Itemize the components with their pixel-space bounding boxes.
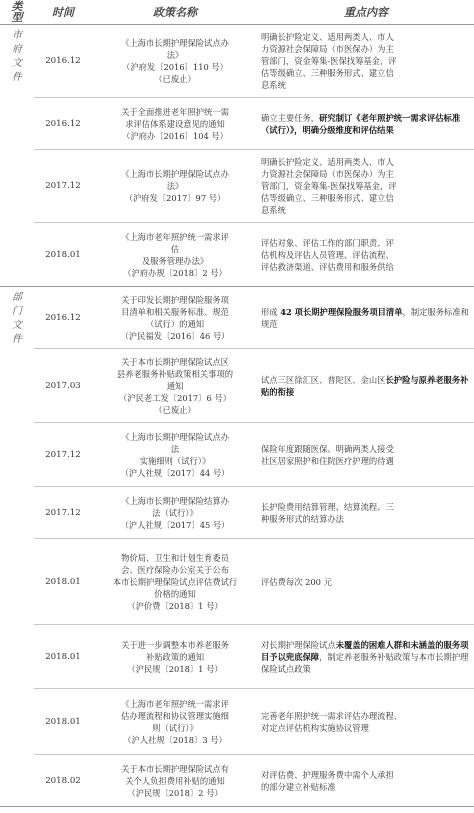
content-line: 息系统 [261, 205, 286, 215]
header-type-line1: 类 [11, 0, 23, 13]
row-time: 2018.01 [34, 625, 92, 689]
table-row [0, 25, 474, 98]
row-content [258, 487, 474, 539]
name-line: 估 [170, 243, 180, 254]
header-type-line2: 型 [11, 11, 23, 24]
row-time: 2017.12 [34, 150, 92, 223]
content-emphasis: 42 项长期护理保险服务项目清单 [280, 306, 403, 317]
category-dept [0, 287, 34, 807]
row-content [258, 223, 474, 287]
row-policy-name [92, 223, 258, 287]
content-line: 估机构及评估人员管理、评估流程、 [261, 249, 394, 260]
name-line: 法 [170, 443, 180, 454]
name-line: （沪府发〔2016〕110 号） [122, 62, 228, 72]
content-line: 对评估费、护理服务费中需个人承担 [261, 769, 394, 780]
row-time: 2018.01 [34, 223, 92, 287]
row-content [258, 98, 474, 150]
header-time: 时间 [34, 0, 92, 25]
name-line: 《上海市老年照护统一需求评 [121, 231, 229, 242]
row-content [258, 625, 474, 689]
content-line: 估等级确立、三种服务形式、建立信 [261, 193, 394, 203]
row-content [258, 287, 474, 349]
name-line: 及服务管理办法》 [141, 255, 209, 266]
name-line: （沪民规〔2018〕2 号） [127, 787, 223, 798]
name-line: 物价局、卫生和计划生育委员 [121, 552, 229, 563]
table-header [0, 0, 474, 25]
row-policy-name [92, 487, 258, 539]
name-line: 通知 [166, 380, 184, 391]
row-time: 2018.02 [34, 755, 92, 807]
name-line: （沪人社规〔2017〕45 号） [120, 519, 230, 530]
name-line: （沪府发〔2017〕97 号） [124, 193, 226, 203]
row-content [258, 423, 474, 487]
name-line: 本市长期护理保险试点评估费试行 [112, 576, 238, 587]
name-line: （沪人社规〔2017〕44 号） [120, 467, 230, 478]
category-char: 门 [12, 306, 22, 317]
row-time: 2018.01 [34, 539, 92, 625]
row-policy-name [92, 150, 258, 223]
name-line: 县养老服务补贴政策相关事项的 [116, 368, 234, 379]
row-policy-name [92, 689, 258, 755]
name-line: 关个人负担费用补贴的通知 [125, 775, 225, 786]
content-emphasis: 长护险与原养老服务补贴的衔接 [261, 374, 469, 397]
name-line: 法（试行）》 [152, 507, 198, 518]
category-char: 文 [12, 320, 22, 331]
row-time: 2016.12 [34, 287, 92, 349]
row-policy-name [92, 349, 258, 423]
row-policy-name [92, 25, 258, 98]
content-line: 明确长护险定义、适用两类人、市人 [261, 157, 394, 167]
header-type [0, 0, 34, 25]
table-row [0, 755, 474, 807]
content-line: 息系统 [261, 80, 286, 90]
row-time: 2016.12 [34, 98, 92, 150]
row-policy-name [92, 539, 258, 625]
category-char: 部 [12, 292, 22, 303]
row-policy-name [92, 287, 258, 349]
category-city [0, 25, 34, 287]
content-text: 试点三区徐汇区、普陀区、金山区 [261, 374, 386, 385]
header-content: 重点内容 [258, 0, 474, 25]
content-line: 估等级确立、三种服务形式、建立信 [261, 68, 394, 78]
table-row [0, 287, 474, 349]
name-line: 关于印发长期护理保险服务项 [121, 294, 229, 305]
content-emphasis: 研究制订《老年照护统一需求评估标准（试行）》，明确分级维度和评估结果 [261, 112, 461, 135]
category-char: 件 [12, 72, 22, 83]
name-line: 关于本市长期护理保险试点有 [121, 763, 229, 774]
name-line: 补贴政策的通知 [145, 651, 205, 662]
name-line: （已废止） [154, 74, 196, 84]
content-text: ，制定养老服务补贴政策与本市长期护理保险试点政策 [261, 651, 469, 674]
name-line: （试行）的通知 [145, 318, 205, 329]
category-char: 文 [12, 58, 22, 69]
content-text: 形成 [261, 306, 281, 317]
name-line: 会、医疗保险办公室关于公布 [121, 564, 229, 575]
content-line: 管部门，资金筹集-医保找筹基金，评 [261, 56, 397, 66]
category-char: 件 [12, 334, 22, 345]
name-line: （沪民福发〔2016〕46 号） [120, 330, 230, 341]
row-time: 2017.12 [34, 487, 92, 539]
row-content [258, 150, 474, 223]
content-text: 确立主要任务， [261, 112, 320, 123]
row-time: 2017.12 [34, 423, 92, 487]
name-line: 则（试行）》 [152, 722, 198, 733]
table-row [0, 539, 474, 625]
table-row [0, 98, 474, 150]
row-content [258, 755, 474, 807]
name-line: 估办理流程和协议管理实施细 [121, 710, 229, 721]
content-line: 评估对象、评估工作的部门职责、评 [261, 237, 394, 248]
content-line: 力资源社会保障局（市医保办）为主 [261, 169, 394, 179]
table-row [0, 487, 474, 539]
name-line: 价格的通知 [154, 588, 196, 599]
content-line: 完善老年照护统一需求评估办理流程、 [261, 710, 403, 721]
content-line: 长护险费用结算管理、结算流程、三 [261, 501, 394, 512]
name-line: 目清单和相关服务标准、规范 [121, 306, 229, 317]
name-line: （沪人社规〔2018〕3 号） [123, 734, 227, 745]
name-line: （沪府办规〔2018〕2 号） [123, 267, 227, 278]
table-row [0, 223, 474, 287]
name-line: 《上海市长期护理保险试点办 [121, 38, 229, 48]
content-emphasis: 未覆盖的困难人群和未涵盖的服务项目予以兜底保障 [261, 639, 469, 662]
content-line: 对定点评估机构实施协议管理 [261, 722, 369, 733]
name-line: 关于本市长期护理保险试点区 [121, 356, 229, 367]
name-line: （已废止） [154, 404, 196, 415]
content-line: 明确长护险定义、适用两类人、市人 [261, 32, 394, 42]
row-time: 2018.01 [34, 689, 92, 755]
category-char: 府 [12, 44, 22, 55]
row-time: 2016.12 [34, 25, 92, 98]
name-line: （沪民老工发〔2017〕6 号） [118, 392, 231, 403]
name-line: 《上海市长期护理保险结算办 [121, 495, 229, 506]
content-text: ，制定服务标准和规范 [261, 306, 469, 329]
content-line: 力资源社会保障局（市医保办）为主 [261, 44, 394, 54]
name-line: 关于进一步调整本市养老服务 [121, 639, 229, 650]
row-content [258, 689, 474, 755]
row-policy-name [92, 755, 258, 807]
name-line: 《上海市长期护理保险试点办 [121, 431, 229, 442]
row-policy-name [92, 98, 258, 150]
row-content: 评估费每次 200 元 [258, 539, 474, 625]
row-content [258, 25, 474, 98]
name-line: 关于全面推进老年照护统一需 [121, 106, 229, 117]
table-row [0, 423, 474, 487]
name-line: （沪府办〔2016〕104 号） [122, 130, 228, 141]
name-line: 求评估体系建设意见的通知 [125, 118, 225, 129]
name-line: 《上海市老年照护统一需求评 [121, 698, 229, 709]
content-text: 对长期护理保险试点 [261, 639, 336, 650]
name-line: （沪民规〔2018〕1 号） [127, 663, 223, 674]
row-content [258, 349, 474, 423]
content-line: 管部门，资金筹集-医保找筹基金，评 [261, 181, 397, 191]
name-line: （沪价费〔2018〕1 号） [127, 600, 223, 611]
name-line: 实施细则（试行）》 [139, 455, 211, 466]
table-row [0, 625, 474, 689]
content-line: 种服务形式的结算办法 [261, 513, 344, 524]
name-line: 法》 [166, 50, 184, 60]
table-row [0, 150, 474, 223]
name-line: 《上海市长期护理保险试点办 [121, 169, 229, 179]
name-line: 法》 [166, 181, 184, 191]
content-line: 社区居家照护和住院医疗护理的待遇 [261, 455, 394, 466]
row-policy-name [92, 625, 258, 689]
table-row [0, 689, 474, 755]
table-row [0, 349, 474, 423]
row-time: 2017.03 [34, 349, 92, 423]
header-name: 政策名称 [92, 0, 258, 25]
content-line: 保险年度跟随医保、明确两类人接受 [261, 443, 394, 454]
category-char: 市 [12, 30, 22, 41]
content-line: 的部分建立补贴标准 [261, 781, 336, 792]
row-policy-name [92, 423, 258, 487]
content-line: 评估救济渠道、评估费用和服务供给 [261, 261, 394, 272]
